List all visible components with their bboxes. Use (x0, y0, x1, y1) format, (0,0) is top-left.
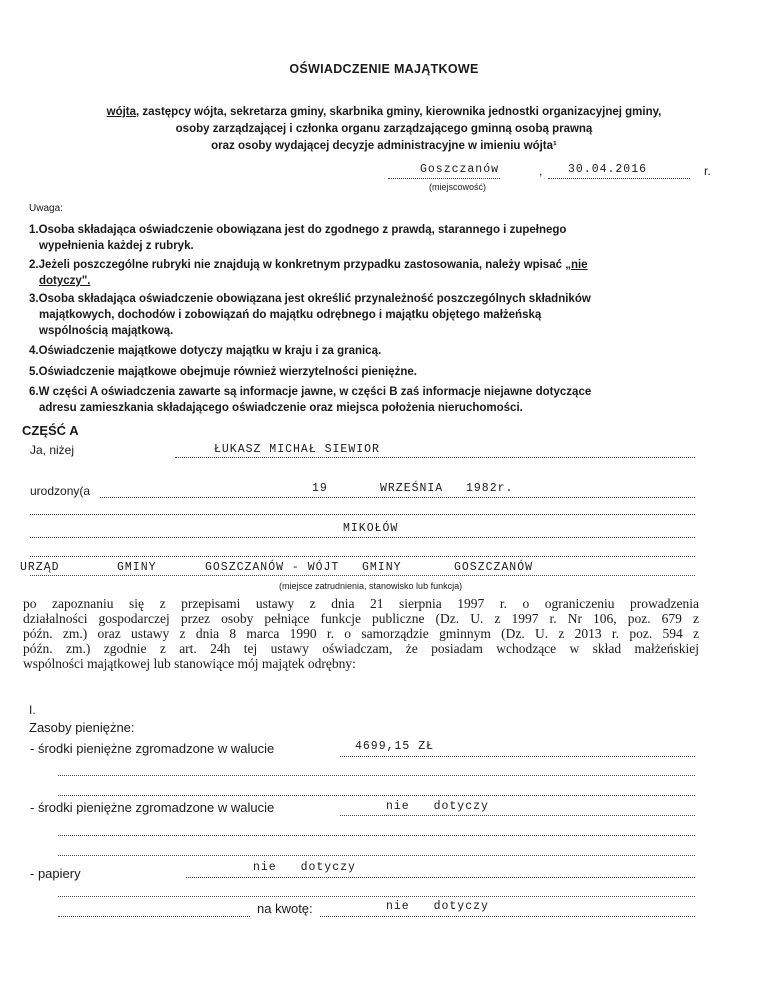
subtitle-line-1 (0, 104, 768, 121)
declaration-line-3: późn. zm.) oraz ustawy z dnia 8 marca 1990 r. o samorządzie gminnym (Dz. U. z 2013 r. poz. 594 z (23, 626, 699, 641)
place-date-separator: , (539, 164, 543, 178)
born-month[interactable]: WRZEŚNIA (380, 482, 444, 495)
declaration-paragraph (23, 596, 699, 671)
amount-label: na kwotę: (257, 901, 313, 916)
place-caption: (miejscowość) (429, 182, 487, 192)
securities-label: - papiery (30, 866, 81, 881)
subtitle-wojt: wójta (106, 106, 137, 118)
cash-row-1-dotted-line (340, 756, 695, 757)
note-5: 5.Oświadczenie majątkowe obejmuje również wierzytelności pieniężne. (29, 366, 417, 378)
subtitle-line-3: oraz osoby wydającej decyzje administracyjne w imieniu wójta¹ (211, 140, 557, 152)
blank-dotted-line-2 (30, 556, 695, 557)
subtitle-line-1-rest: , zastępcy wójta, sekretarza gminy, skarbnika gminy, kierownika jednostki organizacyjnej gminy, (136, 106, 662, 118)
born-day[interactable]: 19 (312, 482, 328, 495)
note-3 (29, 291, 591, 339)
name-label: Ja, niżej (30, 443, 75, 457)
born-year[interactable]: 1982r. (466, 482, 514, 495)
declaration-line-4: późn. zm.) zgodnie z art. 24h tej ustawy oświadczam, że posiadam wchodzące w skład małżeńskiej (23, 641, 699, 656)
employment-word-3[interactable]: GOSZCZANÓW - WÓJT (205, 561, 340, 574)
date-dotted-line (548, 178, 690, 179)
born-place[interactable]: MIKOŁÓW (343, 522, 399, 535)
employment-word-5[interactable]: GOSZCZANÓW (454, 561, 534, 574)
declaration-line-2: działalności gospodarczej przez osoby pełniące funkcje publiczne (Dz. U. z 1997 r. Nr 106, poz. 679 z (23, 611, 699, 626)
cash-row-2-dotted-line (340, 815, 695, 816)
note-4: 4.Oświadczenie majątkowe dotyczy majątku w kraju i za granicą. (29, 345, 382, 357)
name-dotted-line (175, 457, 695, 458)
subtitle-line-2: osoby zarządzającej i członka organu zarządzającego gminną osobą prawną (175, 123, 593, 135)
note-1 (29, 222, 566, 254)
securities-value[interactable]: nie dotyczy (253, 861, 356, 874)
name-value[interactable]: ŁUKASZ MICHAŁ SIEWIOR (214, 443, 380, 456)
born-dotted-line (100, 497, 695, 498)
note-3-line-1: 3.Osoba składająca oświadczenie obowiązana jest określić przynależność poszczególnych składników (29, 293, 591, 305)
note-6-line-2: adresu zamieszkania składającego oświadczenie oraz miejsca położenia nieruchomości. (39, 402, 523, 414)
notes-heading: Uwaga: (29, 203, 63, 214)
part-a-heading: CZĘŚĆ A (22, 423, 79, 438)
note-6 (29, 384, 591, 416)
securities-extra-line (58, 896, 695, 897)
born-label: urodzony(a (30, 484, 91, 498)
note-2-line-2: dotyczy". (39, 275, 91, 287)
date-value[interactable]: 30.04.2016 (568, 163, 648, 176)
note-1-line-2: wypełnienia każdej z rubryk. (39, 240, 194, 252)
section-1-number: I. (29, 703, 36, 717)
cash-row-2-label: - środki pieniężne zgromadzone w walucie (30, 800, 275, 815)
note-2 (29, 257, 588, 289)
year-suffix: r. (704, 164, 711, 178)
cash-row-1-extra-line-2 (58, 795, 695, 796)
note-3-line-3: wspólnością majątkową. (39, 325, 174, 337)
employment-caption: (miejsce zatrudnienia, stanowisko lub funkcja) (279, 581, 463, 591)
amount-dotted-line (320, 916, 695, 917)
birthplace-dotted-line (30, 537, 695, 538)
note-3-line-2: majątkowych, dochodów i zobowiązań do majątku odrębnego i majątku objętego małżeńską (39, 309, 542, 321)
cash-row-1-label: - środki pieniężne zgromadzone w walucie (30, 741, 275, 756)
securities-dotted-line (186, 877, 695, 878)
note-1-line-1: 1.Osoba składająca oświadczenie obowiązana jest do zgodnego z prawdą, starannego i zupełnego (29, 224, 567, 236)
employment-word-4[interactable]: GMINY (362, 561, 402, 574)
employment-word-1[interactable]: URZĄD (20, 561, 60, 574)
amount-value[interactable]: nie dotyczy (386, 900, 489, 913)
employment-dotted-line (30, 575, 695, 576)
place-dotted-line (388, 178, 500, 179)
section-1-heading: Zasoby pieniężne: (29, 720, 135, 735)
cash-row-2-extra-line-2 (58, 855, 695, 856)
page-title: OŚWIADCZENIE MAJĄTKOWE (289, 62, 479, 76)
cash-row-2-extra-line-1 (58, 835, 695, 836)
declaration-line-1: po zapoznaniu się z przepisami ustawy z dnia 21 sierpnia 1997 r. o ograniczeniu prowadzenia (23, 596, 699, 611)
note-6-line-1: 6.W części A oświadczenia zawarte są informacje jawne, w części B zaś informacje niejawne dotyczące (29, 386, 592, 398)
cash-row-1-extra-line-1 (58, 775, 695, 776)
cash-row-2-value[interactable]: nie dotyczy (386, 800, 489, 813)
employment-word-2[interactable]: GMINY (117, 561, 157, 574)
place-value[interactable]: Goszczanów (420, 163, 500, 176)
amount-left-dotted-line (58, 916, 250, 917)
blank-dotted-line-1 (30, 514, 695, 515)
cash-row-1-value[interactable]: 4699,15 ZŁ (355, 740, 435, 753)
declaration-line-5: wspólności majątkowej lub stanowiące mój majątek odrębny: (23, 656, 356, 671)
note-2-line-1: 2.Jeżeli poszczególne rubryki nie znajdują w konkretnym przypadku zastosowania, należy wpisać „nie (29, 259, 588, 271)
